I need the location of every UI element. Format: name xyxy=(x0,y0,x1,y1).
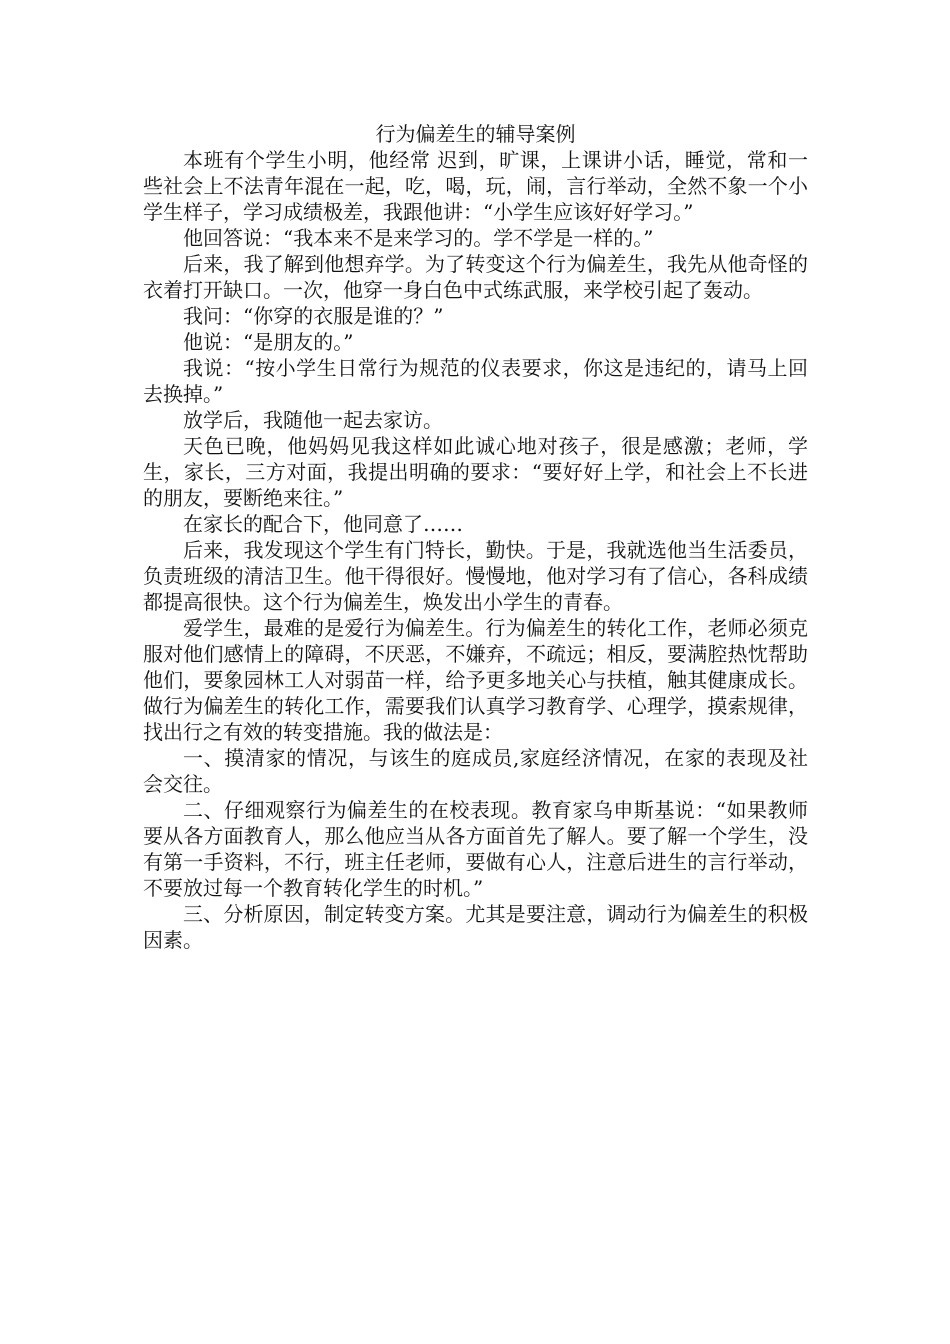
paragraph: 后来，我了解到他想弃学。为了转变这个行为偏差生，我先从他奇怪的衣着打开缺口。一次，他穿一身白色中式练武服，来学校引起了轰动。 xyxy=(143,252,808,302)
document-title: 行为偏差生的辅导案例 xyxy=(375,122,576,146)
paragraph: 他说：“是朋友的。” xyxy=(183,330,354,354)
paragraph: 二、仔细观察行为偏差生的在校表现。教育家乌申斯基说：“如果教师要从各方面教育人，那么他应当从各方面首先了解人。要了解一个学生，没有第一手资料，不行，班主任老师，要做有心人，注意后进生的言行举动，不要放过每一个教育转化学生的时机。” xyxy=(143,798,808,900)
paragraph: 我问：“你穿的衣服是谁的？” xyxy=(183,304,444,328)
paragraph: 在家长的配合下，他同意了…… xyxy=(183,512,463,536)
paragraph: 放学后，我随他一起去家访。 xyxy=(183,408,443,432)
paragraph: 本班有个学生小明，他经常 迟到，旷课，上课讲小话，睡觉，常和一些社会上不法青年混在一起，吃，喝，玩，闹，言行举动，全然不象一个小学生样子，学习成绩极差，我跟他讲：“小学生应该好好学习。” xyxy=(143,148,808,224)
paragraph: 我说：“按小学生日常行为规范的仪表要求，你这是违纪的，请马上回去换掉。” xyxy=(143,356,808,406)
paragraph: 三、分析原因，制定转变方案。尤其是要注意，调动行为偏差生的积极因素。 xyxy=(143,902,808,952)
paragraph: 他回答说：“我本来不是来学习的。学不学是一样的。” xyxy=(183,226,654,250)
paragraph: 后来，我发现这个学生有门特长，勤快。于是，我就选他当生活委员，负责班级的清洁卫生。他干得很好。慢慢地，他对学习有了信心，各科成绩都提高很快。这个行为偏差生，焕发出小学生的青春。 xyxy=(143,538,808,614)
paragraph: 一、摸清家的情况，与该生的庭成员,家庭经济情况，在家的表现及社会交往。 xyxy=(143,746,808,796)
paragraph: 天色已晚，他妈妈见我这样如此诚心地对孩子，很是感激；老师，学生，家长，三方对面，我提出明确的要求：“要好好上学，和社会上不长进的朋友，要断绝来往。” xyxy=(143,434,808,510)
paragraph: 爱学生，最难的是爱行为偏差生。行为偏差生的转化工作，老师必须克服对他们感情上的障碍，不厌恶，不嫌弃，不疏远；相反，要满腔热忱帮助他们，要象园林工人对弱苗一样，给予更多地关心与扶植，触其健康成长。做行为偏差生的转化工作，需要我们认真学习教育学、心理学，摸索规律，找出行之有效的转变措施。我的做法是： xyxy=(143,616,808,744)
document-body xyxy=(143,121,808,953)
